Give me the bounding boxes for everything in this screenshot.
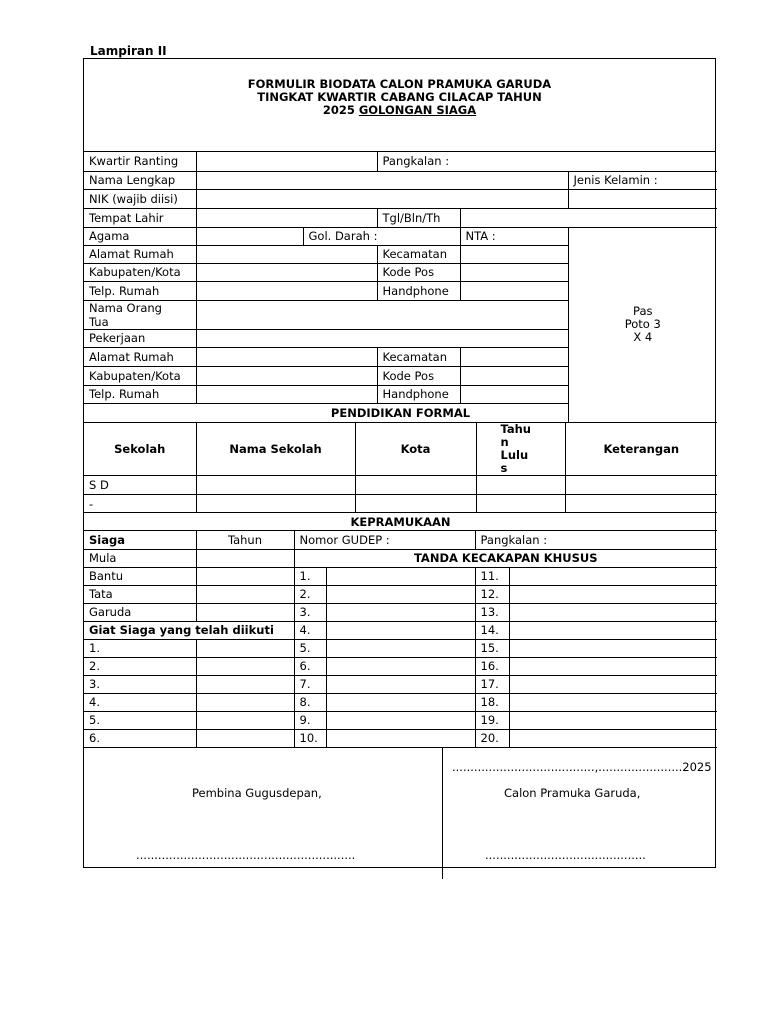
tkk-number: 8. — [294, 693, 326, 711]
education-table — [84, 423, 717, 532]
tkk-number: 16. — [475, 657, 509, 675]
giat-field[interactable] — [196, 675, 294, 693]
header-kota: Kota — [355, 423, 476, 476]
giat-number: 3. — [84, 675, 196, 693]
field-kabupaten-kota[interactable] — [196, 263, 377, 281]
biodata-table — [84, 152, 717, 423]
tkk-number: 18. — [475, 693, 509, 711]
giat-field[interactable] — [196, 639, 294, 657]
label-nama-lengkap: Nama Lengkap — [84, 171, 196, 189]
education-field[interactable] — [565, 476, 717, 495]
field-kecamatan-ortu[interactable] — [460, 347, 568, 366]
form-title-line-3 — [84, 104, 715, 117]
label-pekerjaan: Pekerjaan — [84, 329, 196, 347]
signature-date-line[interactable]: .......................................,.......................2025 — [452, 759, 712, 774]
form-title-year: 2025 — [322, 103, 359, 117]
tkk-number: 17. — [475, 675, 509, 693]
field-nama-lengkap[interactable] — [196, 171, 568, 189]
form-title-golongan: GOLONGAN SIAGA — [358, 103, 477, 117]
tkk-number: 12. — [475, 585, 509, 603]
field-telp-rumah-ortu[interactable] — [196, 385, 377, 403]
form-header — [84, 59, 715, 152]
section-tanda-kecakapan-khusus: TANDA KECAKAPAN KHUSUS — [294, 549, 717, 567]
education-field[interactable] — [355, 495, 476, 513]
photo-label-1: Pas — [633, 304, 653, 318]
field-tgl-bln-th[interactable] — [460, 208, 717, 227]
tkk-field[interactable] — [509, 711, 717, 729]
field-nik-extra[interactable] — [568, 189, 717, 208]
education-row-label-2: - — [84, 495, 196, 513]
tkk-field[interactable] — [509, 567, 717, 585]
tkk-number: 5. — [294, 639, 326, 657]
header-tahun-lulus-4: s — [500, 460, 508, 475]
photo-label-2: Poto 3 — [624, 317, 661, 331]
tkk-number: 4. — [294, 621, 326, 639]
label-jenis-kelamin[interactable]: Jenis Kelamin : — [568, 171, 717, 189]
field-tahun-garuda[interactable] — [196, 603, 294, 621]
label-bantu: Bantu — [84, 567, 196, 585]
giat-field[interactable] — [196, 729, 294, 747]
giat-field[interactable] — [196, 693, 294, 711]
field-kabupaten-kota-ortu[interactable] — [196, 366, 377, 385]
tkk-field[interactable] — [326, 729, 475, 747]
label-nama-orang-tua-line-1: Nama Orang — [89, 300, 162, 315]
signature-section — [84, 748, 715, 879]
signature-calon-line[interactable]: ............................................ — [485, 847, 646, 862]
label-giat-siaga: Giat Siaga yang telah diikuti — [84, 621, 294, 639]
field-handphone-ortu[interactable] — [460, 385, 568, 403]
label-kecamatan: Kecamatan — [377, 245, 460, 263]
tkk-field[interactable] — [509, 585, 717, 603]
label-siaga: Siaga — [84, 531, 196, 549]
tkk-field[interactable] — [326, 675, 475, 693]
biodata-form — [83, 58, 716, 868]
label-handphone-ortu: Handphone — [377, 385, 460, 403]
education-field[interactable] — [476, 495, 565, 513]
education-field[interactable] — [565, 495, 717, 513]
section-pendidikan-formal: PENDIDIKAN FORMAL — [84, 403, 717, 422]
section-kepramukaan: KEPRAMUKAAN — [84, 513, 717, 531]
giat-field[interactable] — [196, 711, 294, 729]
form-title-line-2: TINGKAT KWARTIR CABANG CILACAP TAHUN — [257, 90, 542, 104]
field-tahun-bantu[interactable] — [196, 567, 294, 585]
label-nik: NIK (wajib diisi) — [84, 189, 196, 208]
tkk-field[interactable] — [326, 621, 475, 639]
field-alamat-rumah[interactable] — [196, 245, 377, 263]
label-garuda: Garuda — [84, 603, 196, 621]
label-mula: Mula — [84, 549, 196, 567]
tkk-number: 3. — [294, 603, 326, 621]
signature-calon-title: Calon Pramuka Garuda, — [504, 785, 641, 800]
label-kecamatan-ortu: Kecamatan — [377, 347, 460, 366]
tkk-number: 11. — [475, 567, 509, 585]
tkk-number: 6. — [294, 657, 326, 675]
giat-number: 4. — [84, 693, 196, 711]
header-tahun-lulus-1: Tahu — [500, 422, 531, 436]
tkk-number: 7. — [294, 675, 326, 693]
tkk-field[interactable] — [326, 567, 475, 585]
field-handphone[interactable] — [460, 281, 568, 300]
field-agama[interactable] — [196, 227, 303, 245]
tkk-field[interactable] — [509, 675, 717, 693]
field-tahun-tata[interactable] — [196, 585, 294, 603]
tkk-field[interactable] — [326, 657, 475, 675]
tkk-field[interactable] — [509, 621, 717, 639]
tkk-field[interactable] — [326, 639, 475, 657]
tkk-number: 20. — [475, 729, 509, 747]
field-pekerjaan[interactable] — [196, 329, 568, 347]
label-alamat-rumah-ortu: Alamat Rumah — [84, 347, 196, 366]
header-keterangan: Keterangan — [565, 423, 717, 476]
tkk-field[interactable] — [509, 657, 717, 675]
field-kecamatan[interactable] — [460, 245, 568, 263]
tkk-field[interactable] — [326, 693, 475, 711]
label-kabupaten-kota-ortu: Kabupaten/Kota — [84, 366, 196, 385]
tkk-number: 1. — [294, 567, 326, 585]
giat-number: 5. — [84, 711, 196, 729]
tkk-number: 14. — [475, 621, 509, 639]
tkk-field[interactable] — [509, 639, 717, 657]
tkk-number: 9. — [294, 711, 326, 729]
field-nama-orang-tua[interactable] — [196, 300, 568, 329]
attachment-label: Lampiran II — [90, 44, 167, 58]
photo-box[interactable] — [568, 227, 717, 422]
field-telp-rumah[interactable] — [196, 281, 377, 300]
label-alamat-rumah: Alamat Rumah — [84, 245, 196, 263]
form-title-line-1: FORMULIR BIODATA CALON PRAMUKA GARUDA — [247, 77, 552, 91]
field-tempat-lahir[interactable] — [196, 208, 377, 227]
education-field[interactable] — [196, 476, 355, 495]
label-pangkalan[interactable]: Pangkalan : — [377, 152, 717, 171]
tkk-number: 13. — [475, 603, 509, 621]
label-tempat-lahir: Tempat Lahir — [84, 208, 196, 227]
giat-number: 2. — [84, 657, 196, 675]
tkk-field[interactable] — [326, 585, 475, 603]
signature-pembina-line[interactable]: ............................................................ — [136, 847, 356, 862]
label-pangkalan-kepramukaan[interactable]: Pangkalan : — [475, 531, 717, 549]
photo-label-3: X 4 — [633, 330, 653, 344]
label-handphone: Handphone — [377, 281, 460, 300]
signature-pembina-title: Pembina Gugusdepan, — [192, 785, 322, 800]
header-nama-sekolah: Nama Sekolah — [196, 423, 355, 476]
label-gol-darah[interactable]: Gol. Darah : — [303, 227, 460, 245]
tkk-number: 19. — [475, 711, 509, 729]
label-tata: Tata — [84, 585, 196, 603]
field-tahun-mula[interactable] — [196, 549, 294, 567]
tkk-field[interactable] — [509, 603, 717, 621]
tkk-number: 2. — [294, 585, 326, 603]
header-tahun-lulus — [476, 423, 565, 476]
label-agama: Agama — [84, 227, 196, 245]
label-kode-pos: Kode Pos — [377, 263, 460, 281]
header-tahun-lulus-3: Lulu — [500, 447, 529, 462]
header-sekolah: Sekolah — [84, 423, 196, 476]
education-field[interactable] — [476, 476, 565, 495]
scouting-table — [84, 531, 717, 748]
education-row-label-1: S D — [84, 476, 196, 495]
field-nik[interactable] — [196, 189, 568, 208]
giat-number: 6. — [84, 729, 196, 747]
tkk-number: 15. — [475, 639, 509, 657]
tkk-field[interactable] — [509, 693, 717, 711]
tkk-field[interactable] — [326, 603, 475, 621]
signature-divider — [442, 748, 443, 879]
label-kwartir-ranting: Kwartir Ranting — [84, 152, 196, 171]
label-nta[interactable]: NTA : — [460, 227, 568, 245]
tkk-number: 10. — [294, 729, 326, 747]
giat-number: 1. — [84, 639, 196, 657]
field-kode-pos[interactable] — [460, 263, 568, 281]
education-field[interactable] — [355, 476, 476, 495]
label-telp-rumah: Telp. Rumah — [84, 281, 196, 300]
label-tahun: Tahun — [196, 531, 294, 549]
education-field[interactable] — [196, 495, 355, 513]
field-kwartir-ranting[interactable] — [196, 152, 377, 171]
label-tgl-bln-th: Tgl/Bln/Th — [377, 208, 460, 227]
label-kode-pos-ortu: Kode Pos — [377, 366, 460, 385]
field-kode-pos-ortu[interactable] — [460, 366, 568, 385]
label-kabupaten-kota: Kabupaten/Kota — [84, 263, 196, 281]
giat-field[interactable] — [196, 657, 294, 675]
tkk-field[interactable] — [509, 729, 717, 747]
header-tahun-lulus-2: n — [500, 434, 509, 449]
label-nama-orang-tua-line-2: Tua — [89, 314, 109, 329]
label-telp-rumah-ortu: Telp. Rumah — [84, 385, 196, 403]
label-nama-orang-tua — [84, 300, 196, 329]
tkk-field[interactable] — [326, 711, 475, 729]
field-alamat-rumah-ortu[interactable] — [196, 347, 377, 366]
label-nomor-gudep[interactable]: Nomor GUDEP : — [294, 531, 475, 549]
